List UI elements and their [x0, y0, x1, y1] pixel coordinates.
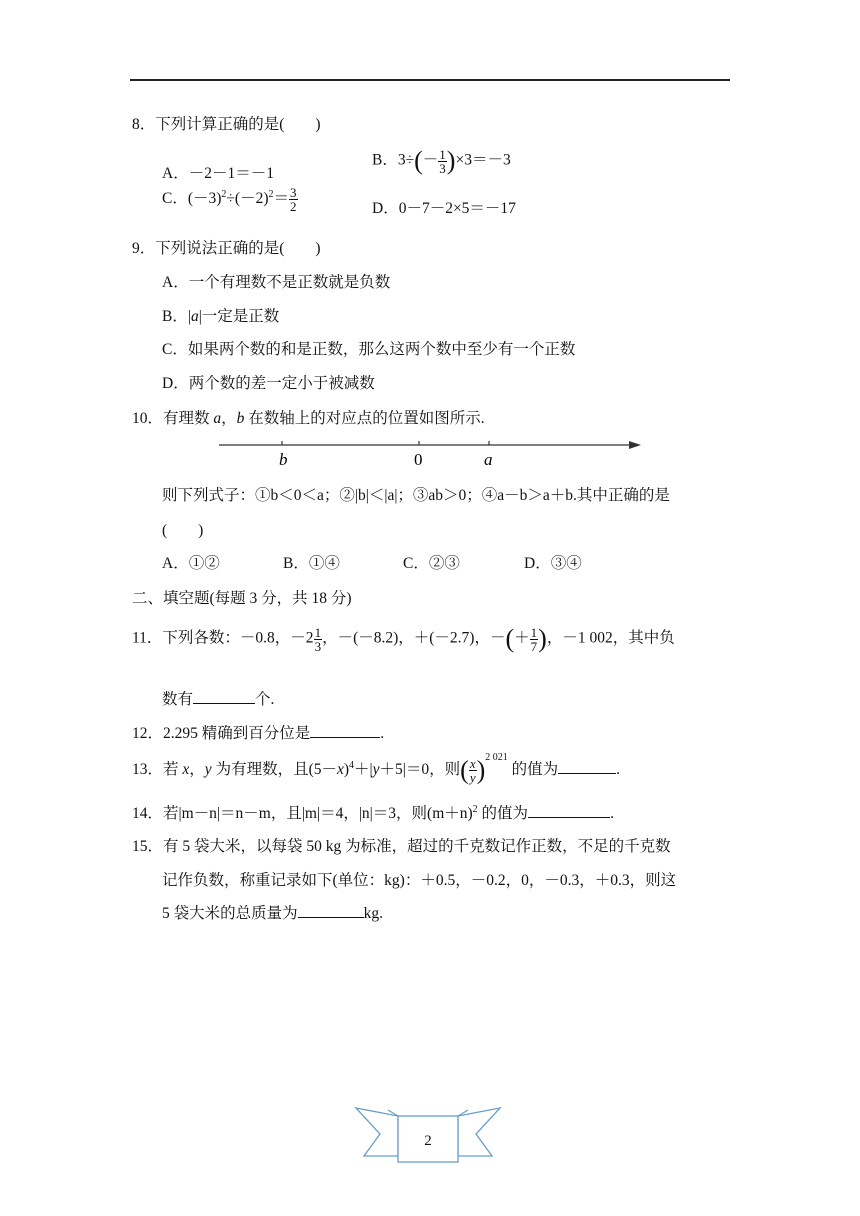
fraction: $\frac{1}{3}$ — [439, 146, 446, 176]
q11-line2: 数有 个. — [162, 687, 274, 709]
q8-option-a: A．－2－1＝－1 — [162, 165, 274, 182]
answer-blank[interactable] — [193, 688, 255, 705]
q10-option-a: A．①② — [162, 555, 220, 572]
ribbon-left-tail — [356, 1108, 398, 1156]
q9-stem: 9．下列说法正确的是( ) — [132, 240, 321, 257]
fraction: $\frac{1}{7}$ — [530, 624, 538, 654]
q9-option-c: C．如果两个数的和是正数，那么这两个数中至少有一个正数 — [162, 341, 576, 358]
fraction: $\frac{3}{2}$ — [290, 185, 297, 214]
q9-option-d: D．两个数的差一定小于被减数 — [162, 375, 375, 392]
number-line-figure — [215, 432, 645, 472]
q13: 13．若 x，y 为有理数，且$(5-x)^4+|y+5|=0$，则( $\frac{x}{y}$ )$^{2 021}$ 的值为 . — [132, 752, 621, 785]
q15-line1: 15．有 5 袋大米，以每袋 50 kg 为标准，超过的千克数记作正数，不足的千克数 — [132, 838, 671, 855]
q8-option-b: B．3÷(－ $\frac{1}{3}$ )×3＝－3 — [372, 146, 511, 176]
q8-option-d: D．0－7－2×5＝－17 — [372, 200, 516, 217]
axis-label-b: b — [279, 450, 288, 469]
q8-stem: 8．下列计算正确的是( ) — [132, 116, 321, 133]
q10-option-c: C．②③ — [403, 555, 460, 572]
answer-blank[interactable] — [528, 802, 610, 819]
q9-option-b: B．|a|一定是正数 — [162, 308, 280, 325]
answer-blank[interactable] — [310, 722, 380, 739]
q10-statements: 则下列式子：①b＜0＜a；②|b|＜|a|；③ab＞0；④a－b＞a＋b.其中正确的是 — [162, 487, 670, 504]
q9-option-a: A．一个有理数不是正数就是负数 — [162, 274, 391, 291]
arrow-head-icon — [629, 441, 641, 449]
q10-option-b: B．①④ — [283, 555, 340, 572]
q11-line1: 11．下列各数：－0.8，－2 $\frac{1}{3}$ ，－(－8.2)，＋(－2.7)，－(＋ $\frac{1}{7}$ )，－1 002，其中负 — [132, 624, 675, 654]
q15-line3: 5 袋大米的总质量为 kg. — [162, 901, 383, 923]
q14: 14．若|m－n|＝n－m，且|m|＝4，|n|＝3，则$(m+n)^2$ 的值为 . — [132, 801, 614, 823]
answer-blank[interactable] — [298, 902, 364, 919]
section-heading: 二、填空题(每题 3 分，共 18 分) — [132, 590, 352, 607]
q8-option-c: C．$(-3)^2\div(-2)^2=$ $\frac{3}{2}$ — [162, 185, 297, 214]
fraction: $\frac{x}{y}$ — [469, 755, 476, 785]
axis-label-zero: 0 — [414, 450, 423, 469]
q12: 12．2.295 精确到百分位是 . — [132, 721, 384, 743]
page-number-ribbon — [352, 1104, 504, 1166]
q15-line2: 记作负数，称重记录如下(单位：kg)：＋0.5，－0.2，0，－0.3，＋0.3，则这 — [162, 872, 677, 889]
q10-answer-bracket: ( ) — [162, 522, 204, 539]
ribbon-right-tail — [458, 1108, 500, 1156]
fraction: $\frac{1}{3}$ — [314, 624, 322, 654]
header-rule — [130, 79, 730, 81]
answer-blank[interactable] — [558, 758, 616, 775]
q10-stem: 10．有理数 a，b 在数轴上的对应点的位置如图所示. — [132, 410, 485, 427]
axis-label-a: a — [484, 450, 493, 469]
q10-option-d: D．③④ — [524, 555, 582, 572]
page-number: 2 — [424, 1133, 432, 1149]
